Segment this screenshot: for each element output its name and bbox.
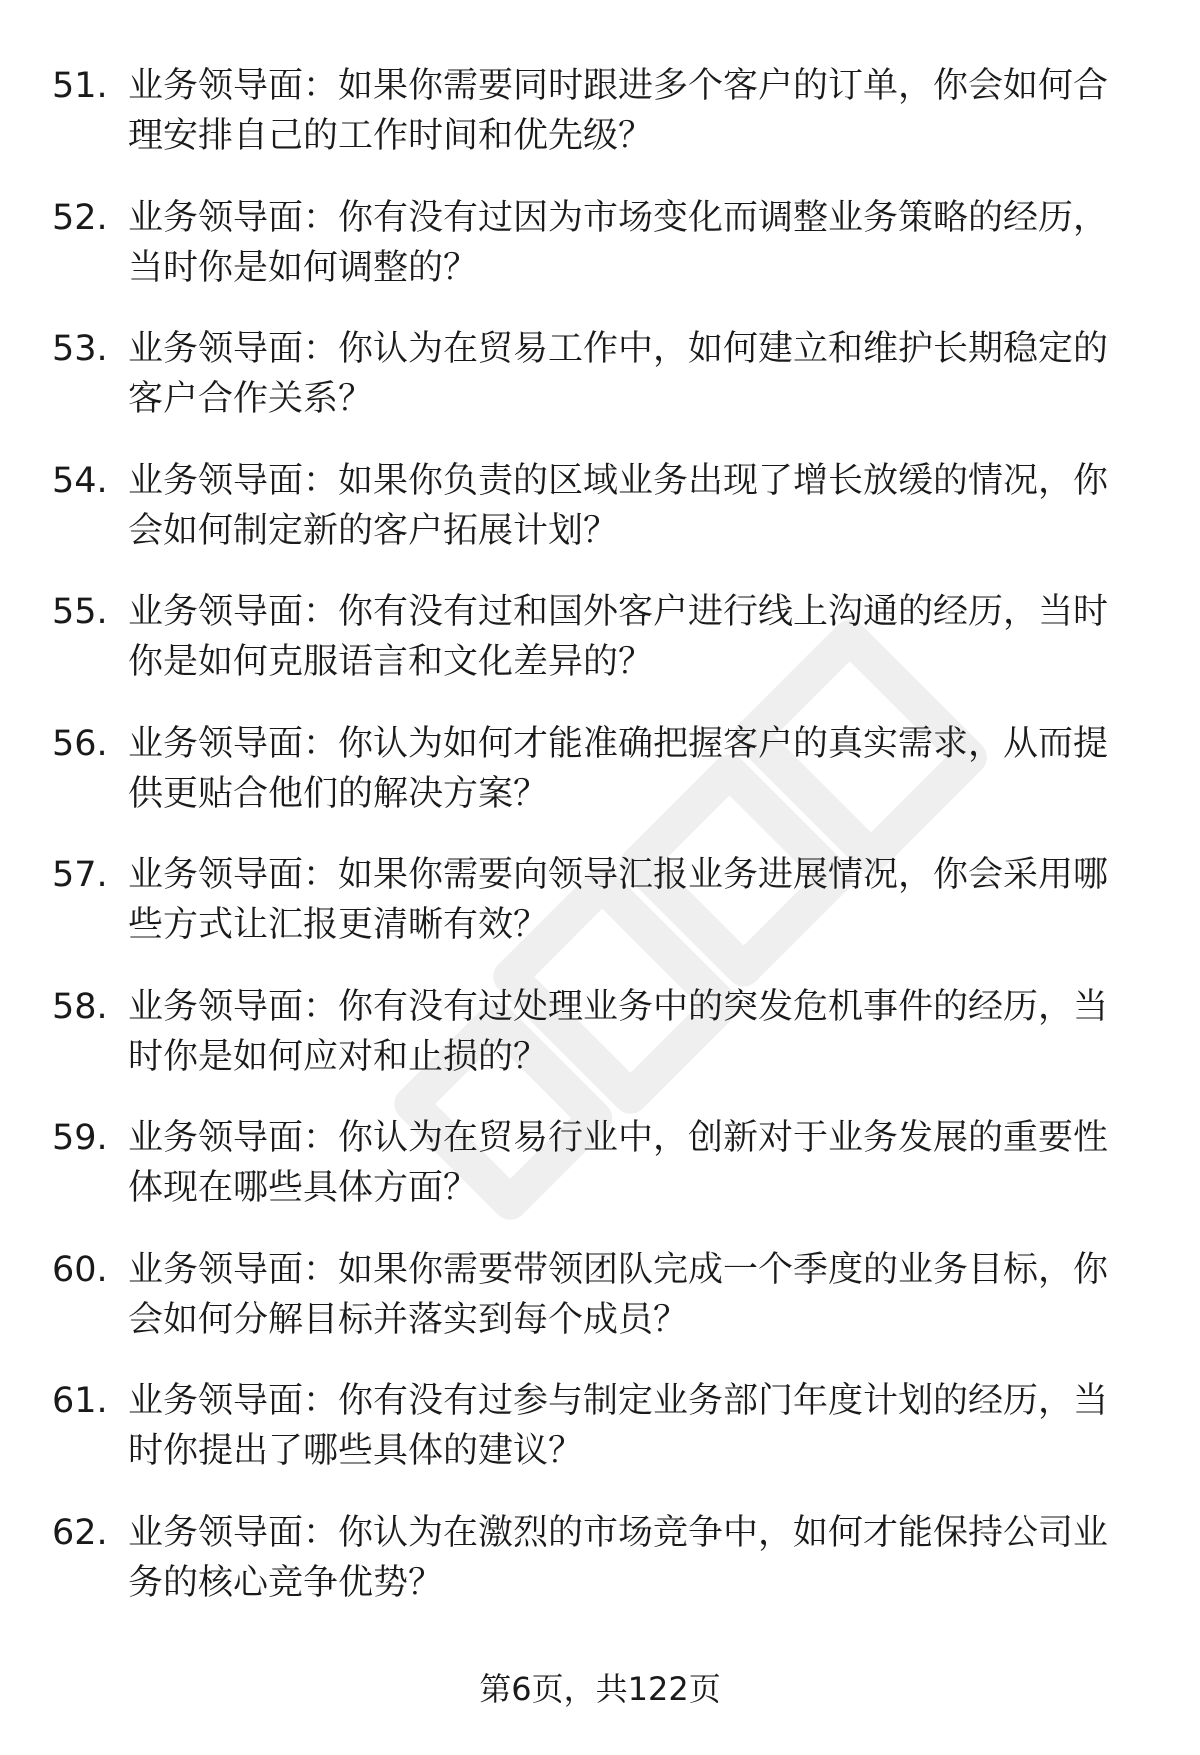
question-item [0, 450, 1200, 582]
question-text: 业务领导面：如果你负责的区域业务出现了增长放缓的情况，你会如何制定新的客户拓展计划？ [128, 460, 1109, 551]
question-item [0, 318, 1200, 450]
question-item [0, 976, 1200, 1108]
question-item [0, 1107, 1200, 1239]
question-text: 业务领导面：如果你需要同时跟进多个客户的订单，你会如何合理安排自己的工作时间和优先级？ [128, 66, 1109, 156]
question-item [0, 1370, 1200, 1502]
question-item [0, 581, 1200, 713]
question-list [0, 55, 1200, 1633]
question-text: 业务领导面：你有没有过因为市场变化而调整业务策略的经历，当时你是如何调整的？ [128, 197, 1109, 288]
question-number: 59. [52, 1118, 108, 1158]
question-text: 业务领导面：你认为如何才能准确把握客户的真实需求，从而提供更贴合他们的解决方案？ [128, 723, 1109, 814]
page-footer: 第6页，共122页 [479, 1670, 721, 1708]
question-number: 61. [52, 1381, 108, 1421]
question-number: 60. [52, 1249, 108, 1290]
question-number: 56. [52, 723, 108, 764]
question-item [0, 713, 1200, 845]
question-text: 业务领导面：你有没有过处理业务中的突发危机事件的经历，当时你是如何应对和止损的？ [128, 986, 1109, 1077]
question-text: 业务领导面：你有没有过参与制定业务部门年度计划的经历，当时你提出了哪些具体的建议？ [128, 1381, 1109, 1471]
question-number: 58. [52, 986, 108, 1027]
question-text: 业务领导面：你有没有过和国外客户进行线上沟通的经历，当时你是如何克服语言和文化差异的？ [128, 592, 1109, 682]
question-text: 业务领导面：如果你需要带领团队完成一个季度的业务目标，你会如何分解目标并落实到每个成员？ [128, 1249, 1109, 1340]
question-number: 57. [52, 855, 108, 895]
question-number: 52. [52, 197, 108, 238]
question-item [0, 1502, 1200, 1634]
question-text: 业务领导面：你认为在贸易工作中，如何建立和维护长期稳定的客户合作关系？ [128, 329, 1109, 419]
question-item [0, 1239, 1200, 1371]
question-item [0, 844, 1200, 976]
question-text: 业务领导面：你认为在激烈的市场竞争中，如何才能保持公司业务的核心竞争优势？ [128, 1512, 1109, 1603]
question-text: 业务领导面：如果你需要向领导汇报业务进展情况，你会采用哪些方式让汇报更清晰有效？ [128, 855, 1109, 945]
question-number: 53. [52, 329, 108, 369]
question-text: 业务领导面：你认为在贸易行业中，创新对于业务发展的重要性体现在哪些具体方面？ [128, 1118, 1109, 1208]
question-number: 55. [52, 592, 108, 632]
question-item [0, 187, 1200, 319]
question-number: 54. [52, 460, 108, 501]
question-number: 62. [52, 1512, 108, 1553]
question-number: 51. [52, 66, 108, 106]
question-item [0, 55, 1200, 187]
